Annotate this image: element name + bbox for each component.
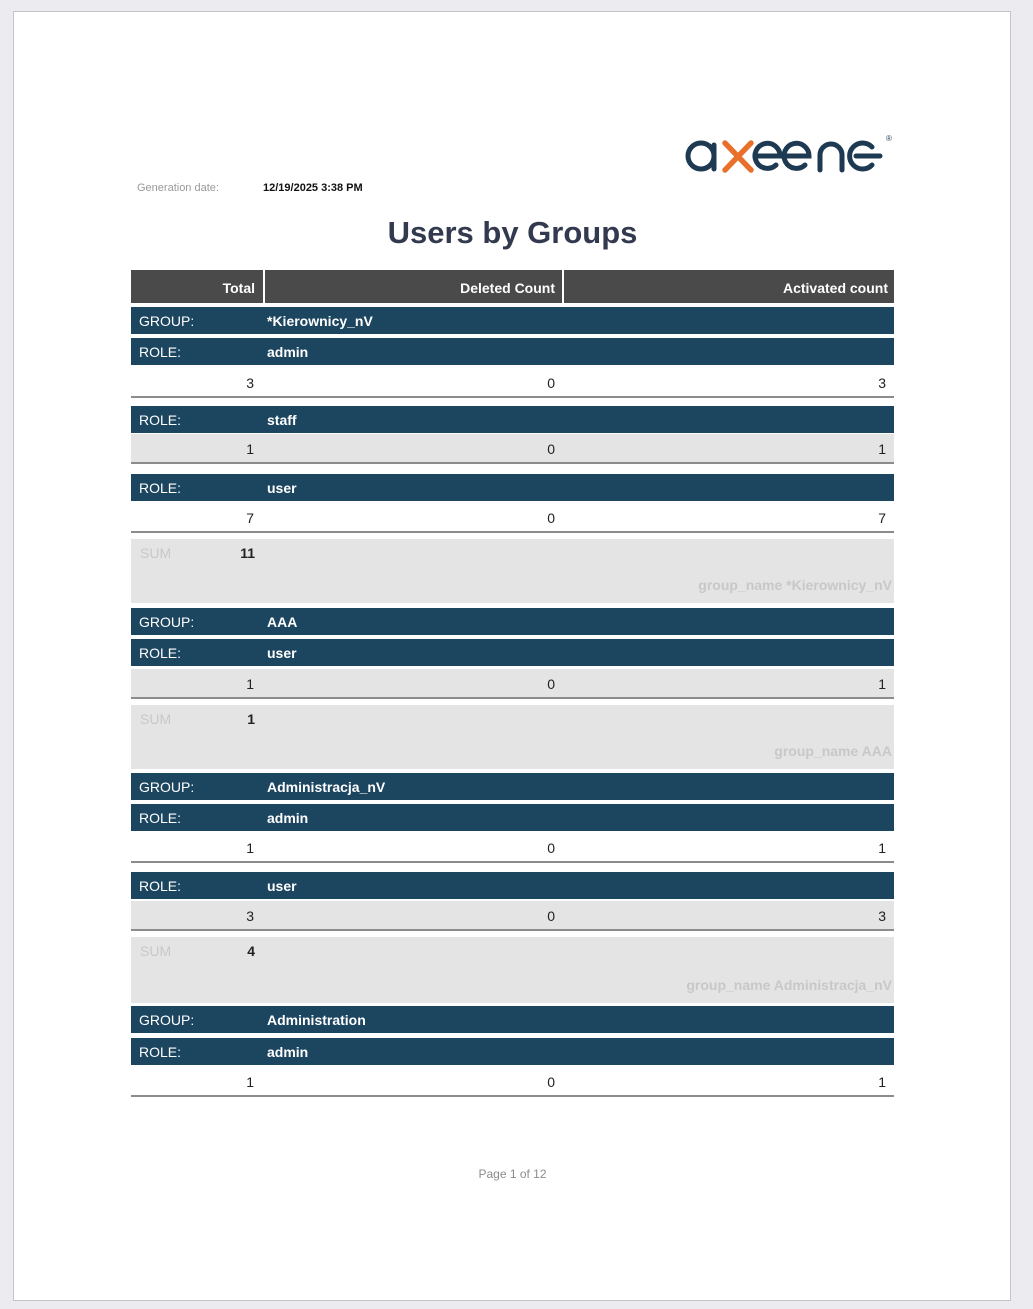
registered-mark: ®: [886, 134, 892, 143]
group-name: *Kierownicy_nV: [267, 313, 373, 329]
group-header-row: [131, 608, 894, 635]
table-row: [131, 669, 894, 699]
sum-label: SUM: [140, 943, 172, 959]
group-name-label: group_name: [774, 743, 859, 759]
role-label: ROLE:: [139, 645, 182, 661]
role-name: user: [267, 878, 297, 894]
group-header-row: [131, 773, 894, 800]
table-row: [131, 434, 894, 464]
role-label: ROLE:: [139, 1044, 182, 1060]
table-row: [131, 503, 894, 533]
group-label: GROUP:: [139, 779, 195, 795]
cell-total: 1: [246, 1074, 254, 1090]
group-name: AAA: [267, 614, 298, 630]
sum-value: 1: [247, 711, 255, 727]
axence-logo: [683, 133, 895, 177]
role-header-row: [131, 639, 894, 666]
column-header-deleted: Deleted Count: [263, 270, 561, 303]
column-header-activated: Activated count: [562, 270, 894, 303]
cell-deleted: 0: [547, 908, 555, 924]
cell-total: 3: [246, 375, 254, 391]
group-name: Administration: [267, 1012, 366, 1028]
role-name: user: [267, 645, 297, 661]
role-name: staff: [267, 412, 297, 428]
role-header-row: [131, 406, 894, 433]
group-name-label: group_name: [698, 577, 783, 593]
group-label: GROUP:: [139, 313, 195, 329]
group-sum-row: [131, 705, 894, 769]
role-label: ROLE:: [139, 810, 182, 826]
group-name-label: group_name: [686, 977, 771, 993]
cell-activated: 1: [878, 1074, 886, 1090]
report-title: Users by Groups: [387, 215, 638, 250]
cell-deleted: 0: [547, 1074, 555, 1090]
role-label: ROLE:: [139, 878, 182, 894]
group-name-value: *Kierownicy_nV: [786, 577, 892, 593]
role-name: admin: [267, 1044, 309, 1060]
role-label: ROLE:: [139, 344, 182, 360]
group-label: GROUP:: [139, 1012, 195, 1028]
role-header-row: [131, 474, 894, 501]
generation-date-value: 12/19/2025 3:38 PM: [263, 182, 363, 194]
sum-label: SUM: [140, 545, 172, 561]
cell-deleted: 0: [547, 510, 555, 526]
cell-activated: 1: [878, 840, 886, 856]
cell-total: 3: [246, 908, 254, 924]
cell-total: 1: [246, 441, 254, 457]
page-footer: Page 1 of 12: [478, 1167, 547, 1181]
role-header-row: [131, 804, 894, 831]
sum-label: SUM: [140, 711, 172, 727]
role-header-row: [131, 872, 894, 899]
group-name-value: Administracja_nV: [773, 977, 892, 993]
role-name: user: [267, 480, 297, 496]
cell-activated: 7: [878, 510, 886, 526]
group-sum-row: [131, 937, 894, 1003]
sum-value: 11: [240, 545, 255, 561]
table-row: [131, 368, 894, 398]
cell-total: 7: [246, 510, 254, 526]
role-name: admin: [267, 344, 309, 360]
group-name-value: AAA: [861, 743, 892, 759]
role-name: admin: [267, 810, 309, 826]
group-label: GROUP:: [139, 614, 195, 630]
column-header-row: [131, 270, 894, 303]
group-header-row: [131, 307, 894, 334]
role-header-row: [131, 338, 894, 365]
column-header-total: Total: [222, 280, 255, 296]
role-label: ROLE:: [139, 480, 182, 496]
role-header-row: [131, 1038, 894, 1065]
cell-deleted: 0: [547, 441, 555, 457]
cell-total: 1: [246, 840, 254, 856]
sum-value: 4: [247, 943, 255, 959]
cell-deleted: 0: [547, 375, 555, 391]
cell-total: 1: [246, 676, 254, 692]
cell-deleted: 0: [547, 840, 555, 856]
sum-group-name: [774, 743, 892, 759]
group-name: Administracja_nV: [267, 779, 386, 795]
cell-activated: 1: [878, 441, 886, 457]
group-header-row: [131, 1006, 894, 1033]
cell-activated: 3: [878, 375, 886, 391]
sum-group-name: [698, 577, 892, 593]
cell-activated: 1: [878, 676, 886, 692]
table-row: [131, 833, 894, 863]
generation-date-label: Generation date:: [137, 182, 219, 194]
cell-deleted: 0: [547, 676, 555, 692]
role-label: ROLE:: [139, 412, 182, 428]
table-row: [131, 901, 894, 931]
group-sum-row: [131, 539, 894, 603]
table-row: [131, 1067, 894, 1097]
sum-group-name: [686, 977, 892, 993]
cell-activated: 3: [878, 908, 886, 924]
